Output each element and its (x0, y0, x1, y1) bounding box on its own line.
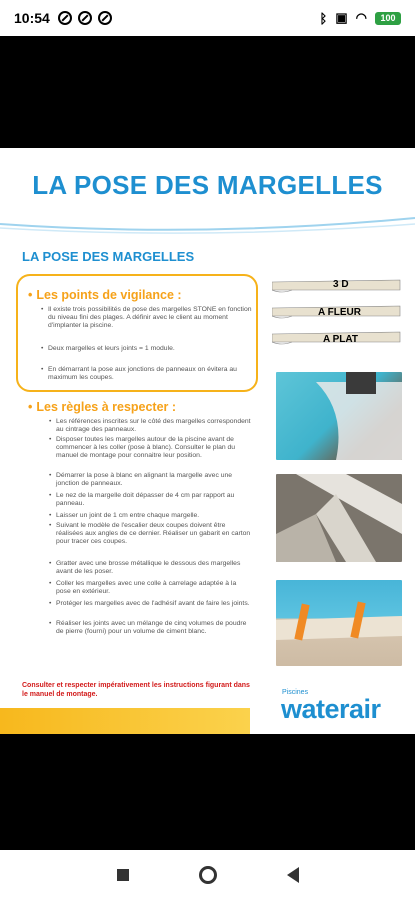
stair-coping-photo (276, 474, 402, 562)
recents-button[interactable] (117, 869, 129, 881)
vigilance-heading: • Les points de vigilance : (28, 288, 182, 302)
sim-icon: ▣ (335, 10, 348, 25)
document-page[interactable] (0, 148, 415, 734)
rules-item: • Le nez de la margelle doit dépasser de 4 cm par rapport au panneau. (56, 492, 252, 508)
rules-item: • Disposer toutes les margelles autour de la piscine avant de commencer à les coller (pose à blanc). Consulter le plan du manuel de montage pour connaitre leur position. (56, 436, 252, 461)
vigilance-item: • Il existe trois possibilités de pose des margelles STONE en fonction du niveau fini des plages. A définir avec le client au moment d'implanter la piscine. (48, 306, 252, 331)
slab-label-3d: 3 D (333, 279, 349, 290)
navigation-bar (0, 850, 415, 900)
slab-label-a-plat: A PLAT (323, 334, 358, 345)
instructions-note: Consulter et respecter impérativement les instructions figurant dans le manuel de montage. (22, 682, 250, 698)
rules-item: • Suivant le modèle de l'escalier deux coupes doivent être réalisées aux angles de ce dernier. Réaliser un gabarit en carton pour tracer ces coupes. (56, 522, 252, 547)
back-button[interactable] (287, 867, 299, 883)
vigilance-item: • En démarrant la pose aux jonctions de panneaux on évitera au maximum les coupes. (48, 366, 252, 382)
vigilance-item: • Deux margelles et leurs joints = 1 module. (48, 345, 252, 353)
rules-heading: • Les règles à respecter : (28, 400, 177, 414)
rules-item: • Laisser un joint de 1 cm entre chaque margelle. (56, 512, 252, 520)
rules-item: • Gratter avec une brosse métallique le dessous des margelles avant de les poser. (56, 560, 252, 576)
section-title: LA POSE DES MARGELLES (22, 249, 195, 264)
status-bar (0, 0, 415, 36)
slab-label-a-fleur: A FLEUR (318, 307, 361, 318)
pool-installation-photo (276, 372, 402, 460)
rules-heading-text: Les règles à respecter : (36, 400, 177, 414)
no-disturb-icon (98, 11, 112, 25)
page-title: LA POSE DES MARGELLES (32, 170, 383, 200)
rules-item: • Réaliser les joints avec un mélange de cinq volumes de poudre de pierre (fourni) pour un volume de ciment blanc. (56, 620, 252, 636)
sync-icon (78, 11, 92, 25)
battery-icon (375, 12, 401, 25)
rules-item: • Les références inscrites sur le côté des margelles correspondent au cintrage des panneaux. (56, 418, 252, 434)
decorative-bar (0, 708, 250, 734)
dnd-icon (58, 11, 72, 25)
clock: 10:54 (14, 10, 50, 26)
vigilance-heading-text: Les points de vigilance : (36, 288, 182, 302)
rules-item: • Protéger les margelles avec de l'adhésif avant de faire les joints. (56, 600, 252, 608)
battery-level: 100 (380, 13, 396, 23)
rules-item: • Démarrer la pose à blanc en alignant la margelle avec une jonction de panneaux. (56, 472, 252, 488)
home-button[interactable] (199, 866, 217, 884)
wifi-icon: ◠ (355, 10, 367, 25)
decorative-swoosh (0, 216, 415, 240)
taped-coping-photo (276, 580, 402, 666)
brand-subtitle: Piscines (282, 689, 309, 696)
rules-item: • Coller les margelles avec une colle à carrelage adaptée à la pose en extérieur. (56, 580, 252, 596)
brand-logo: waterair (281, 694, 381, 724)
bluetooth-icon: ᛒ (319, 10, 328, 26)
